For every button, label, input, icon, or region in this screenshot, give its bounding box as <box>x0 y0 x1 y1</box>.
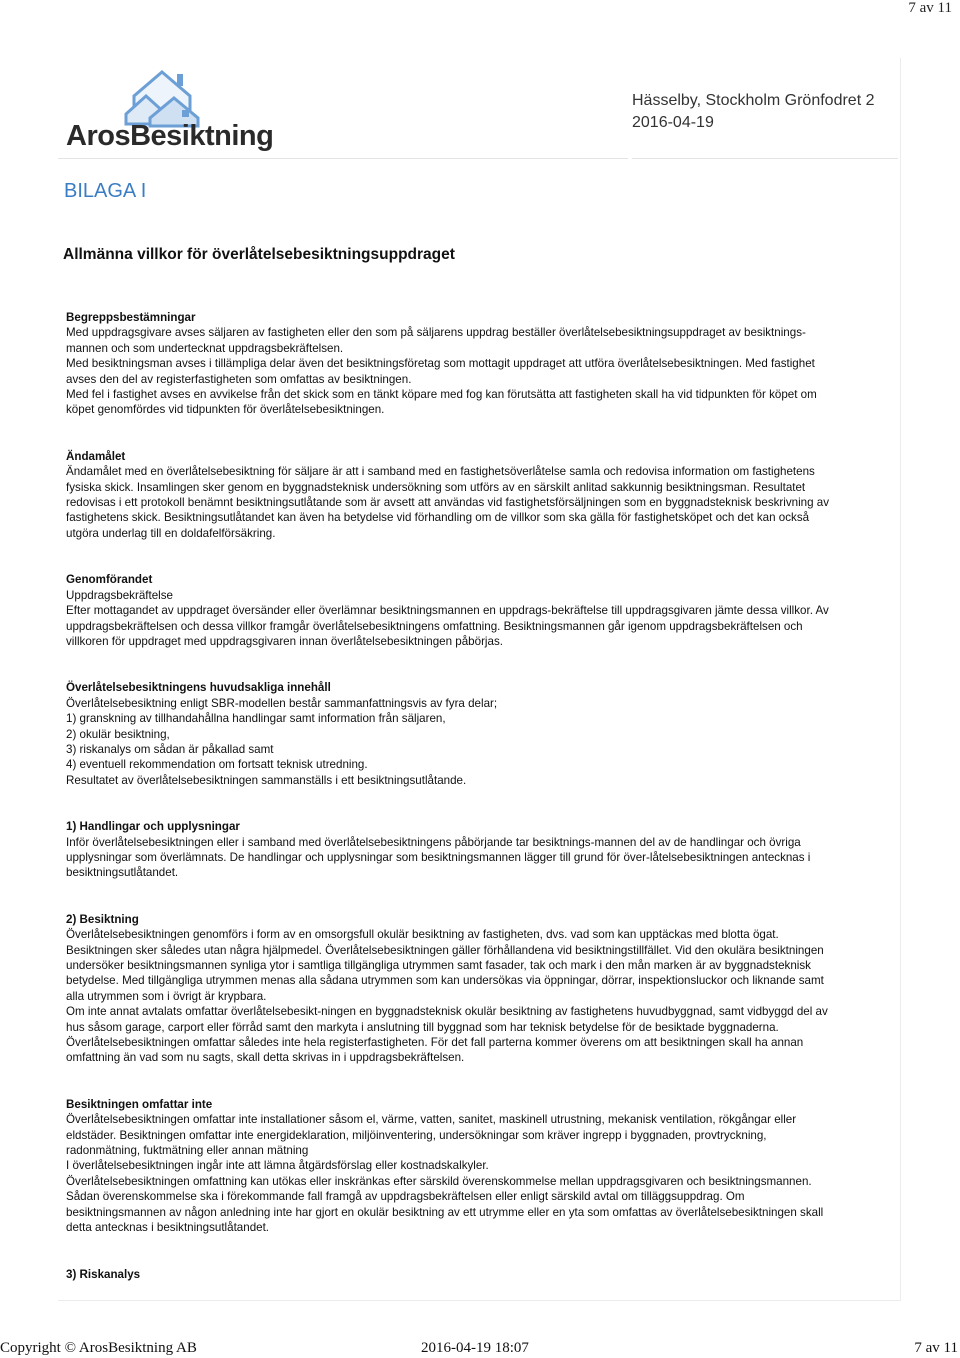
section-line: fastighetens skick. Besiktningsutlåtandet kan även ha betydelse vid förhandling om de villkor som ska gälla för fastighetsköpet och det kan också <box>66 511 810 525</box>
section-line: köpet genomfördes vid tidpunkten för överlåtelsebesiktningen. <box>66 403 385 417</box>
section-line: Överlåtelsebesiktningen omfattar således inte hela registerfastigheten. För det fall parterna kommer överens om att besiktningen skall ha annan <box>66 1036 804 1050</box>
section-heading: 2) Besiktning <box>66 912 139 926</box>
document-title: Allmänna villkor för överlåtelsebesiktningsuppdraget <box>63 246 455 263</box>
section-line: Uppdragsbekräftelse <box>66 588 173 602</box>
section-line: upplysningar som överlämnats. De handlingar och upplysningar som besiktningsmannen lägger till grund för över-låtelsebesiktningen antecknas i <box>66 850 811 864</box>
section-line: Med uppdragsgivare avses säljaren av fastigheten eller den som på säljarens uppdrag beställer överlåtelsebesiktningsuppdraget av besiktnings- <box>66 326 806 340</box>
section-heading: Besiktningen omfattar inte <box>66 1097 213 1111</box>
section-heading: 1) Handlingar och upplysningar <box>66 820 240 834</box>
section-line: utgöra underlag till en doldafelförsäkring. <box>66 526 276 540</box>
header-divider-right <box>632 158 898 159</box>
section-line: Överlåtelsebesiktningen genomförs i form av en omsorgsfull okulär besiktning av fastigheten, dvs. vad som kan upptäckas med blotta ögat. <box>66 928 779 942</box>
header-address-block <box>632 90 874 134</box>
section-line: Resultatet av överlåtelsebesiktningen sammanställs i ett besiktningsutlåtande. <box>66 773 467 787</box>
section-line: Med besiktningsman avses i tillämpliga delar även det besiktningsföretag som mottagit uppdraget att utföra överlåtelsebesiktningen. Med fastighet <box>66 357 815 371</box>
section-line: redovisas i ett protokoll benämnt besiktningsutlåtande som är avsett att användas vid fastighetsförsäljningen som en byggnadsteknisk beskrivning av <box>66 496 830 510</box>
section-line: Sådan överenskommelse ska i förekommande fall framgå av uppdragsbekräftelsen eller enligt särskild avtal om tilläggsuppdrag. Om <box>66 1190 745 1204</box>
section-line: besiktningsutlåtandet. <box>66 866 179 880</box>
section-line: betydelse. Med tillgängliga utrymmen menas alla sådana utrymmen som kan undersökas via öppningar, dörrar, inspektionsluckor och liknande samt <box>66 974 824 988</box>
section-heading: 3) Riskanalys <box>66 1267 141 1281</box>
section-line: Om inte annat avtalats omfattar överlåtelsebesikt-ningen en byggnadsteknisk okulär besiktning av fastighetens huvudbyggnad, samt vidbyggd del av <box>66 1005 828 1019</box>
section-heading: Genomförandet <box>66 573 153 587</box>
section-line: hus såsom garage, carport eller förråd samt den markyta i anslutning till byggnad som har teknisk betydelse för de besiktade byggnaderna. <box>66 1020 779 1034</box>
section-line: Överlåtelsebesiktning enligt SBR-modellen består sammanfattningsvis av fyra delar; <box>66 696 498 710</box>
section <box>66 1097 896 1236</box>
section-line: 4) eventuell rekommendation om fortsatt teknisk utredning. <box>66 758 368 772</box>
section <box>66 1267 896 1282</box>
section-line: 1) granskning av tillhandahållna handlingar samt information från säljaren, <box>66 712 446 726</box>
section-line: Besiktningen sker således utan några hjälpmedel. Överlåtelsebesiktningen gäller förhållandena vid besiktningstillfället. Vid den okulära besiktningen <box>66 943 824 957</box>
section-line: undersöker besiktningsmannen synliga ytor i samtliga tillgängliga utrymmen samt fasader, tak och mark i den mån marken är av byggnadsteknisk <box>66 959 811 972</box>
section-line: uppdragsbekräftelsen och dessa villkor framgår överlåtelsebesiktningens omfattning. Besiktningsmannen går igenom uppdragsbekräftelsen och <box>66 619 803 633</box>
page-footer <box>0 1338 960 1358</box>
section <box>66 819 896 881</box>
section-line: Ändamålet med en överlåtelsebesiktning för säljare är att i samband med en fastighetsöverlåtelse samla och redovisa information om fastighetens <box>66 465 815 479</box>
section-line: villkoren för uppdraget med uppdragsgivaren innan överlåtelsebesiktningen påbörjas. <box>66 634 503 648</box>
section <box>66 572 896 649</box>
section-line: alla utrymmen som i övrigt är krypbara. <box>66 989 267 1003</box>
footer-timestamp: 2016-04-19 18:07 <box>421 1340 529 1356</box>
bilaga-heading: BILAGA I <box>64 180 147 202</box>
section-line: besiktningsmannen av någon anledning inte har gjort en okulär besiktning av ett utrymme eller en yta som omfattas av överlåtelsebesiktningen skall <box>66 1205 824 1219</box>
section <box>66 680 896 788</box>
section-line: Inför överlåtelsebesiktningen eller i samband med överlåtelsebesiktningens påbörjande tar besiktnings-mannen del av de handlingar och övriga <box>66 835 801 849</box>
section <box>66 310 896 418</box>
page-number-top: 7 av 11 <box>908 0 952 16</box>
section <box>66 449 896 541</box>
logo-text: ArosBesiktning <box>66 120 274 152</box>
section-line: Överlåtelsebesiktningen omfattar inte installationer såsom el, värme, vatten, sanitet, maskinell utrustning, mekanisk ventilation, rökgångar eller <box>66 1113 797 1127</box>
section-line: Överlåtelsebesiktningen omfattning kan utökas eller inskränkas efter särskild överenskommelse mellan uppdragsgivaren och besiktningsmannen. <box>66 1174 812 1188</box>
section-line: detta antecknas i besiktningsutlåtandet. <box>66 1221 270 1235</box>
header-date: 2016-04-19 <box>632 114 714 131</box>
section-line: avses den del av registerfastigheten som omfattas av besiktningen. <box>66 372 412 386</box>
section-heading: Överlåtelsebesiktningens huvudsakliga innehåll <box>66 681 331 695</box>
section-heading: Ändamålet <box>66 449 126 463</box>
section-line: 3) riskanalys om sådan är påkallad samt <box>66 742 274 756</box>
section-line: fysiska skick. Insamlingen sker genom en byggnadsteknisk undersökning som utförs av en särskilt anlitad sakkunnig besiktningsman. Resultatet <box>66 480 806 494</box>
section-line: omfattning än vad som nu sagts, skall detta skrivas in i uppdragsbekräftelsen. <box>66 1051 465 1065</box>
terms-content <box>66 310 896 1313</box>
footer-page-number: 7 av 11 <box>914 1340 958 1356</box>
section-heading: Begreppsbestämningar <box>66 311 196 324</box>
header-divider-left <box>58 158 628 159</box>
section-line: 2) okulär besiktning, <box>66 727 170 741</box>
section-line: radonmätning, fuktmätning eller annan mätning <box>66 1144 309 1158</box>
footer-copyright: Copyright © ArosBesiktning AB <box>0 1340 197 1356</box>
section-line: eldstäder. Besiktningen omfattar inte energideklaration, miljöinventering, undersökningar som kräver ingrepp i byggnaden, provtryckning, <box>66 1128 767 1142</box>
header-address: Hässelby, Stockholm Grönfodret 2 <box>632 92 875 109</box>
section-line: Med fel i fastighet avses en avvikelse från det skick som en tänkt köpare med fog kan förutsätta att fastigheten skall ha vid tidpunkten för köpet om <box>66 388 817 402</box>
section <box>66 912 896 1066</box>
section-line: Efter mottagandet av uppdraget översänder eller överlämnar besiktningsmannen en uppdrags-bekräftelse till uppdragsgivaren jämte dessa villkor. Av <box>66 604 829 618</box>
section-line: I överlåtelsebesiktningen ingår inte att lämna åtgärdsförslag eller kostnadskalkyler. <box>66 1159 489 1173</box>
section-line: mannen och som undertecknat uppdragsbekräftelsen. <box>66 341 344 355</box>
